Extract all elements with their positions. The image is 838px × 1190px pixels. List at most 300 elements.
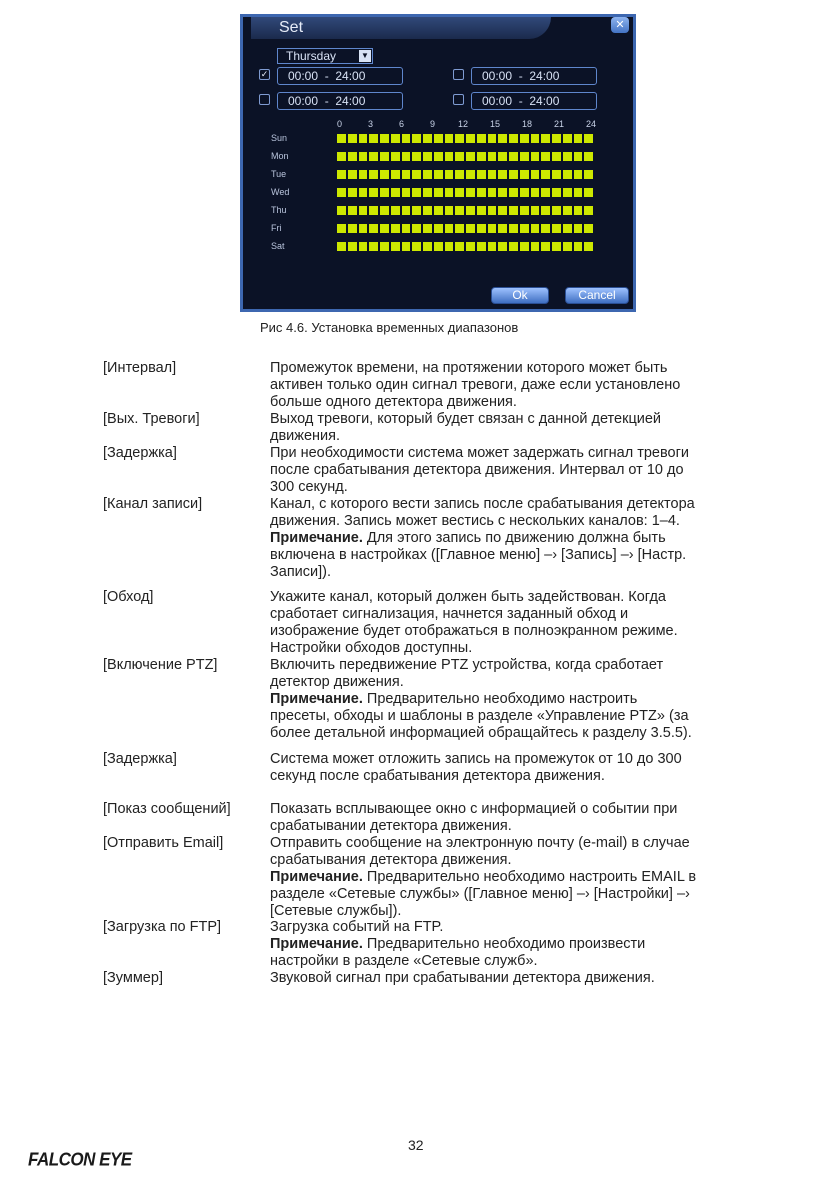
schedule-cell[interactable] (509, 206, 518, 215)
schedule-cell[interactable] (531, 224, 540, 233)
description-text: пресеты, обходы и шаблоны в разделе «Управление PTZ» (за (270, 708, 689, 724)
schedule-cell[interactable] (477, 224, 486, 233)
schedule-cell[interactable] (391, 242, 400, 251)
description-text: включена в настройках ([Главное меню] –› [Запись] –› [Настр. (270, 547, 687, 563)
schedule-cell[interactable] (520, 152, 529, 161)
schedule-cell[interactable] (337, 170, 346, 179)
schedule-cell[interactable] (412, 206, 421, 215)
schedule-cell[interactable] (552, 134, 561, 143)
schedule-cell[interactable] (574, 206, 583, 215)
description-text: после срабатывания детектора движения. Интервал от 10 до (270, 462, 684, 478)
description-line (270, 547, 790, 564)
schedule-cell[interactable] (434, 206, 443, 215)
description-text: 300 секунд. (270, 479, 348, 495)
schedule-cell[interactable] (531, 206, 540, 215)
brand-logo: FALCON EYE (28, 1149, 132, 1170)
parameter-description (270, 970, 790, 987)
description-line (270, 691, 790, 708)
schedule-cell[interactable] (563, 206, 572, 215)
schedule-cell[interactable] (584, 152, 593, 161)
schedule-cell[interactable] (423, 152, 432, 161)
ok-button[interactable]: Ok (491, 287, 549, 304)
hour-label: 3 (368, 119, 374, 129)
description-text: Канал, с которого вести запись после срабатывания детектора (270, 496, 695, 512)
schedule-cell[interactable] (369, 188, 378, 197)
close-icon[interactable]: ✕ (611, 17, 629, 33)
schedule-cell[interactable] (348, 242, 357, 251)
schedule-cell[interactable] (520, 224, 529, 233)
schedule-cell[interactable] (434, 134, 443, 143)
description-line (270, 903, 790, 920)
description-line (270, 445, 790, 462)
schedule-cell[interactable] (477, 152, 486, 161)
description-line (270, 970, 790, 987)
note-label: Примечание. (270, 869, 363, 885)
schedule-cell[interactable] (563, 224, 572, 233)
schedule-cell[interactable] (445, 134, 454, 143)
schedule-cell[interactable] (359, 206, 368, 215)
schedule-cell[interactable] (402, 134, 411, 143)
schedule-cell[interactable] (391, 224, 400, 233)
schedule-cell[interactable] (412, 152, 421, 161)
hour-label: 15 (490, 119, 501, 129)
description-text: сработает сигнализация, начнется заданный обход и (270, 606, 629, 622)
schedule-cell[interactable] (574, 224, 583, 233)
description-line (270, 640, 790, 657)
description-text: Предварительно необходимо настроить EMAIL в (362, 869, 697, 885)
schedule-cell[interactable] (466, 206, 475, 215)
description-text: Укажите канал, который должен быть задействован. Когда (270, 589, 666, 605)
schedule-cell[interactable] (531, 134, 540, 143)
schedule-cell[interactable] (369, 206, 378, 215)
schedule-row[interactable] (337, 134, 593, 143)
schedule-cell[interactable] (541, 242, 550, 251)
range-checkbox-4[interactable] (453, 94, 464, 105)
range-checkbox-2[interactable] (453, 69, 464, 80)
description-line (270, 768, 790, 785)
schedule-cell[interactable] (455, 242, 464, 251)
description-line (270, 411, 790, 428)
schedule-cell[interactable] (445, 224, 454, 233)
schedule-cell[interactable] (412, 242, 421, 251)
schedule-cell[interactable] (445, 206, 454, 215)
schedule-cell[interactable] (412, 188, 421, 197)
day-label: Wed (271, 187, 290, 197)
description-text: Показать всплывающее окно с информацией о событии при (270, 801, 678, 817)
schedule-cell[interactable] (402, 206, 411, 215)
schedule-cell[interactable] (466, 170, 475, 179)
range-checkbox-1[interactable]: ✓ (260, 69, 269, 79)
schedule-cell[interactable] (369, 242, 378, 251)
schedule-cell[interactable] (531, 170, 540, 179)
description-text: Система может отложить запись на промежуток от 10 до 300 (270, 751, 682, 767)
schedule-cell[interactable] (563, 170, 572, 179)
schedule-cell[interactable] (477, 206, 486, 215)
description-text: больше одного детектора движения. (270, 394, 517, 410)
schedule-cell[interactable] (337, 224, 346, 233)
day-label: Sun (271, 133, 288, 143)
description-text: Предварительно необходимо настроить (362, 691, 638, 707)
description-line (270, 657, 790, 674)
schedule-cell[interactable] (391, 152, 400, 161)
schedule-cell[interactable] (520, 242, 529, 251)
schedule-cell[interactable] (466, 242, 475, 251)
schedule-cell[interactable] (423, 206, 432, 215)
schedule-cell[interactable] (498, 134, 507, 143)
parameter-term: [Обход] (103, 589, 154, 605)
description-line (270, 428, 790, 445)
schedule-cell[interactable] (337, 242, 346, 251)
schedule-cell[interactable] (498, 188, 507, 197)
schedule-cell[interactable] (574, 242, 583, 251)
range-checkbox-3[interactable] (259, 94, 270, 105)
schedule-cell[interactable] (509, 152, 518, 161)
schedule-cell[interactable] (423, 188, 432, 197)
day-label: Mon (271, 151, 289, 161)
parameter-term: [Интервал] (103, 360, 177, 376)
schedule-cell[interactable] (402, 170, 411, 179)
schedule-cell[interactable] (380, 188, 389, 197)
schedule-cell[interactable] (531, 188, 540, 197)
schedule-cell[interactable] (541, 170, 550, 179)
parameter-description (270, 919, 790, 970)
schedule-row[interactable] (337, 206, 593, 215)
cancel-button[interactable]: Cancel (565, 287, 629, 304)
schedule-cell[interactable] (520, 188, 529, 197)
schedule-cell[interactable] (477, 188, 486, 197)
parameter-description (270, 835, 790, 920)
description-text: срабатывании детектора движения. (270, 818, 512, 834)
schedule-cell[interactable] (466, 224, 475, 233)
schedule-cell[interactable] (359, 224, 368, 233)
day-label: Tue (271, 169, 287, 179)
schedule-cell[interactable] (434, 170, 443, 179)
schedule-cell[interactable] (509, 134, 518, 143)
day-select-value: Thursday (286, 49, 337, 63)
schedule-cell[interactable] (445, 242, 454, 251)
schedule-row[interactable] (337, 152, 593, 161)
schedule-cell[interactable] (584, 134, 593, 143)
description-line (270, 801, 790, 818)
schedule-cell[interactable] (455, 134, 464, 143)
schedule-cell[interactable] (584, 242, 593, 251)
schedule-cell[interactable] (498, 152, 507, 161)
schedule-cell[interactable] (380, 170, 389, 179)
schedule-cell[interactable] (380, 152, 389, 161)
description-text: более детальной информацией обращайтесь к разделу 3.5.5). (270, 725, 692, 741)
description-text: Отправить сообщение на электронную почту (e-mail) в случае (270, 835, 690, 851)
schedule-row[interactable] (337, 170, 593, 179)
schedule-cell[interactable] (552, 152, 561, 161)
schedule-cell[interactable] (552, 242, 561, 251)
parameter-description (270, 496, 790, 581)
description-text: активен только один сигнал тревоги, даже если установлено (270, 377, 681, 393)
schedule-cell[interactable] (509, 188, 518, 197)
schedule-cell[interactable] (402, 188, 411, 197)
schedule-cell[interactable] (455, 170, 464, 179)
day-label: Sat (271, 241, 285, 251)
schedule-cell[interactable] (348, 188, 357, 197)
description-text: Промежуток времени, на протяжении которого может быть (270, 360, 668, 376)
schedule-cell[interactable] (488, 152, 497, 161)
description-text: Для этого запись по движению должна быть (362, 530, 666, 546)
figure-caption: Рис 4.6. Установка временных диапазонов (260, 320, 519, 335)
schedule-cell[interactable] (434, 224, 443, 233)
description-text: Выход тревоги, который будет связан с данной детекцией (270, 411, 662, 427)
schedule-cell[interactable] (520, 170, 529, 179)
schedule-cell[interactable] (369, 224, 378, 233)
description-line (270, 377, 790, 394)
time-range-3[interactable]: 00:00 - 24:00 (277, 92, 403, 110)
schedule-cell[interactable] (348, 224, 357, 233)
schedule-cell[interactable] (369, 152, 378, 161)
schedule-cell[interactable] (552, 188, 561, 197)
schedule-cell[interactable] (552, 206, 561, 215)
schedule-cell[interactable] (380, 224, 389, 233)
hour-label: 24 (586, 119, 597, 129)
description-line (270, 869, 790, 886)
schedule-cell[interactable] (402, 242, 411, 251)
schedule-cell[interactable] (541, 206, 550, 215)
schedule-cell[interactable] (348, 152, 357, 161)
description-line (270, 835, 790, 852)
description-line (270, 751, 790, 768)
description-line (270, 936, 790, 953)
description-text: При необходимости система может задержать сигнал тревоги (270, 445, 689, 461)
schedule-cell[interactable] (563, 242, 572, 251)
schedule-cell[interactable] (541, 134, 550, 143)
parameter-term: [Показ сообщений] (103, 801, 231, 817)
parameter-description (270, 445, 790, 496)
description-text: настройки в разделе «Сетевые служб». (270, 953, 538, 969)
schedule-cell[interactable] (412, 134, 421, 143)
schedule-cell[interactable] (380, 206, 389, 215)
description-line (270, 564, 790, 581)
schedule-cell[interactable] (584, 206, 593, 215)
schedule-cell[interactable] (455, 206, 464, 215)
schedule-cell[interactable] (477, 242, 486, 251)
schedule-cell[interactable] (369, 170, 378, 179)
schedule-cell[interactable] (412, 170, 421, 179)
schedule-cell[interactable] (359, 242, 368, 251)
schedule-cell[interactable] (348, 170, 357, 179)
note-label: Примечание. (270, 691, 363, 707)
day-label: Fri (271, 223, 282, 233)
schedule-cell[interactable] (434, 152, 443, 161)
parameter-description (270, 360, 790, 411)
schedule-cell[interactable] (455, 188, 464, 197)
parameter-term: [Задержка] (103, 445, 177, 461)
schedule-cell[interactable] (455, 224, 464, 233)
schedule-cell[interactable] (402, 224, 411, 233)
schedule-cell[interactable] (488, 206, 497, 215)
description-line (270, 919, 790, 936)
schedule-cell[interactable] (498, 170, 507, 179)
schedule-cell[interactable] (541, 224, 550, 233)
schedule-cell[interactable] (423, 134, 432, 143)
hour-label: 21 (554, 119, 565, 129)
schedule-cell[interactable] (359, 170, 368, 179)
day-select[interactable] (277, 48, 373, 64)
schedule-cell[interactable] (434, 242, 443, 251)
description-text: изображение будет отображаться в полноэкранном режиме. (270, 623, 678, 639)
schedule-cell[interactable] (391, 206, 400, 215)
description-line (270, 818, 790, 835)
parameter-description (270, 657, 790, 742)
schedule-cell[interactable] (552, 170, 561, 179)
description-line (270, 674, 790, 691)
schedule-cell[interactable] (563, 134, 572, 143)
description-line (270, 360, 790, 377)
schedule-cell[interactable] (423, 224, 432, 233)
schedule-cell[interactable] (337, 206, 346, 215)
schedule-cell[interactable] (584, 188, 593, 197)
note-label: Примечание. (270, 530, 363, 546)
time-range-2[interactable]: 00:00 - 24:00 (471, 67, 597, 85)
description-text: Предварительно необходимо произвести (362, 936, 646, 952)
schedule-cell[interactable] (466, 134, 475, 143)
schedule-cell[interactable] (488, 188, 497, 197)
schedule-cell[interactable] (348, 134, 357, 143)
description-line (270, 589, 790, 606)
schedule-row[interactable] (337, 224, 593, 233)
schedule-cell[interactable] (477, 170, 486, 179)
schedule-cell[interactable] (337, 134, 346, 143)
parameter-description (270, 589, 790, 657)
hour-label: 9 (430, 119, 436, 129)
schedule-cell[interactable] (380, 134, 389, 143)
chevron-down-icon[interactable]: ▼ (359, 50, 371, 62)
schedule-cell[interactable] (391, 170, 400, 179)
schedule-cell[interactable] (541, 152, 550, 161)
schedule-cell[interactable] (445, 188, 454, 197)
schedule-row[interactable] (337, 242, 593, 251)
schedule-dialog (240, 14, 636, 312)
schedule-cell[interactable] (337, 152, 346, 161)
description-text: разделе «Сетевые службы» ([Главное меню] –› [Настройки] –› (270, 886, 690, 902)
description-text: Настройки обходов доступны. (270, 640, 473, 656)
schedule-cell[interactable] (509, 224, 518, 233)
description-text: движения. Запись может вестись с нескольких каналов: 1–4. (270, 513, 680, 529)
page-number: 32 (408, 1137, 424, 1153)
description-text: движения. (270, 428, 341, 444)
schedule-cell[interactable] (509, 170, 518, 179)
schedule-cell[interactable] (466, 188, 475, 197)
description-line (270, 496, 790, 513)
schedule-cell[interactable] (488, 242, 497, 251)
time-range-4[interactable]: 00:00 - 24:00 (471, 92, 597, 110)
description-text: детектор движения. (270, 674, 404, 690)
description-line (270, 606, 790, 623)
schedule-cell[interactable] (391, 134, 400, 143)
schedule-cell[interactable] (520, 134, 529, 143)
schedule-cell[interactable] (552, 224, 561, 233)
schedule-cell[interactable] (574, 188, 583, 197)
schedule-cell[interactable] (445, 170, 454, 179)
schedule-cell[interactable] (359, 152, 368, 161)
parameter-term: [Вых. Тревоги] (103, 411, 200, 427)
schedule-cell[interactable] (466, 152, 475, 161)
schedule-cell[interactable] (488, 134, 497, 143)
description-text: секунд после срабатывания детектора движения. (270, 768, 605, 784)
schedule-cell[interactable] (423, 170, 432, 179)
schedule-cell[interactable] (541, 188, 550, 197)
schedule-cell[interactable] (402, 152, 411, 161)
schedule-cell[interactable] (498, 224, 507, 233)
hour-label: 18 (522, 119, 533, 129)
schedule-cell[interactable] (531, 242, 540, 251)
parameter-term: [Загрузка по FTP] (103, 919, 222, 935)
description-line (270, 953, 790, 970)
parameter-description (270, 751, 790, 785)
schedule-cell[interactable] (359, 188, 368, 197)
schedule-cell[interactable] (498, 206, 507, 215)
description-text: Звуковой сигнал при срабатывании детектора движения. (270, 970, 655, 986)
hour-label: 6 (399, 119, 405, 129)
parameter-term: [Включение PTZ] (103, 657, 218, 673)
schedule-cell[interactable] (423, 242, 432, 251)
note-label: Примечание. (270, 936, 363, 952)
schedule-cell[interactable] (563, 152, 572, 161)
description-text: Включить передвижение PTZ устройства, когда сработает (270, 657, 664, 673)
parameter-term: [Задержка] (103, 751, 177, 767)
schedule-row[interactable] (337, 188, 593, 197)
description-line (270, 852, 790, 869)
schedule-cell[interactable] (348, 206, 357, 215)
schedule-cell[interactable] (488, 224, 497, 233)
schedule-cell[interactable] (455, 152, 464, 161)
schedule-cell[interactable] (359, 134, 368, 143)
schedule-cell[interactable] (574, 170, 583, 179)
schedule-cell[interactable] (574, 134, 583, 143)
time-range-1[interactable]: 00:00 - 24:00 (277, 67, 403, 85)
description-line (270, 886, 790, 903)
schedule-cell[interactable] (477, 134, 486, 143)
description-line (270, 623, 790, 640)
description-line (270, 479, 790, 496)
description-text: срабатывания детектора движения. (270, 852, 512, 868)
description-line (270, 530, 790, 547)
schedule-cell[interactable] (563, 188, 572, 197)
parameter-term: [Отправить Email] (103, 835, 224, 851)
parameter-description (270, 801, 790, 835)
parameter-term: [Зуммер] (103, 970, 163, 986)
schedule-cell[interactable] (380, 242, 389, 251)
dialog-title-tab (251, 17, 551, 39)
schedule-cell[interactable] (584, 224, 593, 233)
description-line (270, 708, 790, 725)
parameter-description (270, 411, 790, 445)
dialog-title: Set (279, 19, 304, 36)
parameter-term: [Канал записи] (103, 496, 203, 512)
schedule-cell[interactable] (337, 188, 346, 197)
description-line (270, 725, 790, 742)
description-text: [Сетевые службы]). (270, 903, 402, 919)
schedule-cell[interactable] (584, 170, 593, 179)
schedule-cell[interactable] (574, 152, 583, 161)
hour-label: 0 (337, 119, 343, 129)
schedule-cell[interactable] (445, 152, 454, 161)
schedule-cell[interactable] (520, 206, 529, 215)
schedule-cell[interactable] (434, 188, 443, 197)
schedule-cell[interactable] (498, 242, 507, 251)
schedule-cell[interactable] (391, 188, 400, 197)
schedule-cell[interactable] (488, 170, 497, 179)
schedule-cell[interactable] (509, 242, 518, 251)
schedule-cell[interactable] (412, 224, 421, 233)
schedule-cell[interactable] (369, 134, 378, 143)
schedule-cell[interactable] (531, 152, 540, 161)
